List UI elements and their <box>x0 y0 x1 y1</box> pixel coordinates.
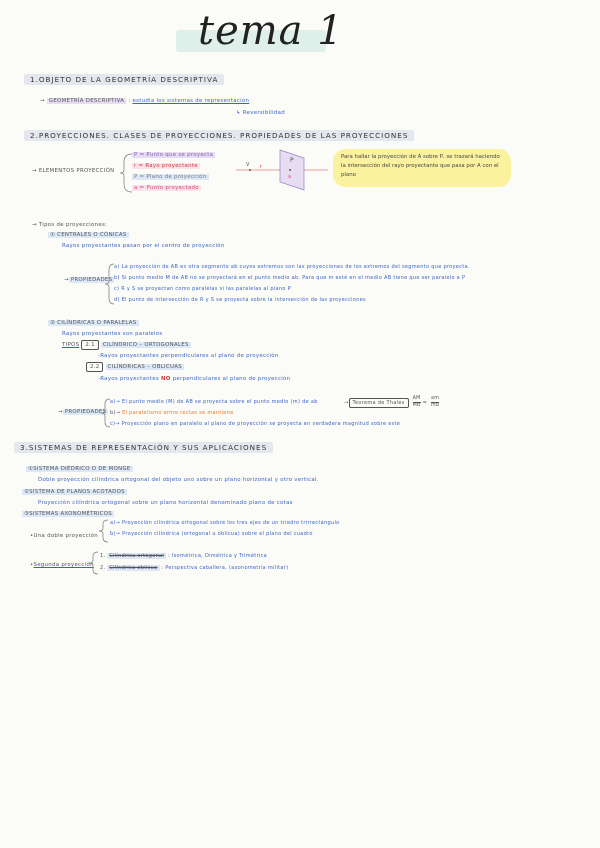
section-2-heading: 2.PROYECCIONES. CLASES DE PROYECCIONES. PROPIEDADES DE LAS PROYECCIONES <box>24 130 414 141</box>
oblique-desc: -Rayos proyectantes NO perpendiculares al plano de proyección <box>98 376 291 382</box>
thales: → Teorema de Thales $\frac{AM}{MB}$ = $\frac{am}{mb}$ <box>344 396 440 408</box>
section-1-heading: 1.OBJETO DE LA GEOMETRÍA DESCRIPTIVA <box>24 74 224 85</box>
second-item: 1. Cilíndrica ortogonal : Isométrica, Dimétrica y Trimétrica <box>100 553 268 559</box>
central-prop: b) Si punto medio M de AB no se proyectará en el punto medio ab. Para que m esté en el medio AB tiene que ser paralelo a P <box>114 275 466 281</box>
s1-definition: → GEOMETRÍA DESCRIPTIVA : estudia los sistemas de representación <box>40 98 250 104</box>
diagram-label-p: P <box>290 157 294 164</box>
s3-item-1: ①SISTEMA DIÉDRICO O DE MONGE <box>28 466 131 472</box>
s3-item-1-desc: Doble proyección cilíndrica ortogonal del objeto uno sobre un plano horizontal y otro vertical. <box>38 477 319 483</box>
orthogonal-desc: -Rayos proyectantes perpendiculares al plano de proyección <box>98 353 279 359</box>
second-item: 2. Cilíndrica oblicua : Perspectiva caballera, (axonometría militar) <box>100 565 289 571</box>
cyl-props-label: → PROPIEDADES <box>58 409 107 415</box>
element-item: P = Punto que se proyecta <box>134 152 214 158</box>
thales-frac-1: $\frac{AM}{MB}$ <box>412 396 421 408</box>
thales-frac-2: $\frac{am}{mb}$ <box>431 396 440 408</box>
title-text: tema 1 <box>198 8 344 54</box>
double-item: a)→ Proyección cilíndrica ortogonal sobre los tres ejes de un triedro trirrectángulo <box>110 520 340 526</box>
double-label: •Una doble proyección <box>30 533 98 539</box>
types-label: → Tipos de proyecciones: <box>32 222 108 228</box>
central-label: ① CENTRALES O CÓNICAS <box>50 232 127 238</box>
elements-label: → ELEMENTOS PROYECCIÓN <box>32 168 115 174</box>
s3-item-2-desc: Proyección cilíndrica ortogonal sobre un plano horizontal denominado plano de cotas <box>38 500 293 506</box>
element-item: P = Plano de proyección <box>134 174 207 180</box>
s1-sub: ↳ Reversibilidad <box>236 110 285 116</box>
element-item: r = Rayo proyectante <box>134 163 198 169</box>
s1-def: estudia los sistemas de representación <box>132 98 250 104</box>
cyl-types: TIPOS 2.1 CILÍNDRICO – ORTOGONALES <box>62 342 189 348</box>
cyl-prop: b)→ El paralelismo entre rectas se mantiene <box>110 410 234 416</box>
second-label: •Segunda proyección <box>30 562 94 568</box>
central-prop: a) La proyección de AB es otra segmento ab cuyos extremos son las proyecciones de los extremos del segmento que proyecta. <box>114 264 470 270</box>
diagram-label-r: r <box>260 164 263 170</box>
cylindrical-label: ② CILÍNDRICAS O PARALELAS <box>50 320 137 326</box>
central-desc: Rayos proyectantes pasan por el centro de proyección <box>62 243 225 249</box>
double-brace <box>98 518 110 544</box>
section-3-heading: 3.SISTEMAS DE REPRESENTACIÓN Y SUS APLICACIONES <box>14 442 273 453</box>
cyl-prop: c)→ Proyección plano en paralelo al plano de proyección se proyecta en verdadera magnitud sobre este <box>110 421 401 427</box>
cyl-prop: a)→ El punto medio (M) de AB se proyecta sobre el punto medio (m) de ab <box>110 399 318 405</box>
central-props-label: → PROPIEDADES <box>64 277 113 283</box>
element-item: a = Punto proyectado <box>134 185 199 191</box>
s1-term: GEOMETRÍA DESCRIPTIVA <box>48 98 125 104</box>
diagram-label-v: V <box>246 162 250 168</box>
s3-item-2: ②SISTEMA DE PLANOS ACOTADOS <box>24 489 125 495</box>
double-item: b)→ Proyección cilíndrica (ortogonal u oblicua) sobre el plano del cuadro <box>110 531 313 537</box>
oblique-label: 2.2 CILÍNDRICAS – OBLICUAS <box>86 364 184 370</box>
second-brace <box>88 550 100 576</box>
cylindrical-desc: Rayos proyectantes son paralelos <box>62 331 163 337</box>
diagram-label-a: a <box>288 174 292 180</box>
central-prop: d) El punto de intersección de R y S se proyecta sobre la intersección de las proyecciones <box>114 297 366 303</box>
note-bubble: Para hallar la proyección de A sobre P, se trazará haciendo la intersección del rayo proyectante que pasa por A con el plano <box>333 149 511 187</box>
s1-sub-text: Reversibilidad <box>242 110 285 116</box>
central-prop: c) R y S se proyectan como paralelas si las paralelas al plano P <box>114 286 291 292</box>
page-title <box>170 8 344 56</box>
projection-diagram <box>232 146 332 192</box>
s3-item-3: ③SISTEMAS AXONOMÉTRICOS <box>24 511 113 517</box>
